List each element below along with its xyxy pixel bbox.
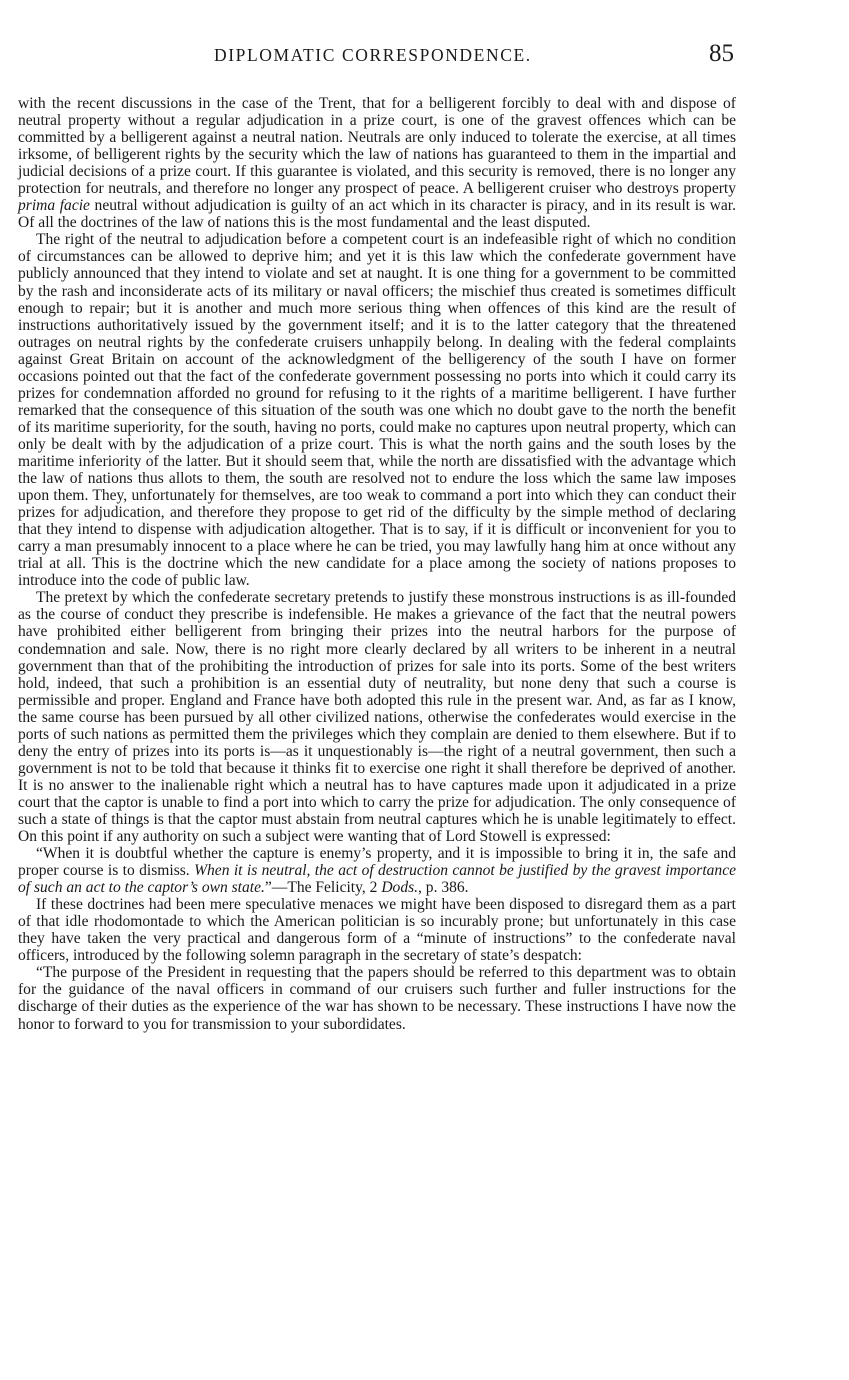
- page-number: 85: [709, 40, 734, 67]
- paragraph-text: “The purpose of the President in requesting that the papers should be referred to this department was to obtain for the guidance of the naval officers in command of our cruisers such further and fuller instructions for the discharge of their duties as the experience of the war has shown to be necessary. These instructions I have now the honor to forward to you for transmission to your subordidates.: [18, 964, 736, 1033]
- paragraph-stowell-quote: [18, 845, 736, 896]
- body-text: [18, 95, 736, 1033]
- paragraph-text: “When it is doubtful whether the capture is enemy’s property, and it is impossible to bring it in, the safe and proper course is to dismiss.: [18, 845, 736, 880]
- paragraph-text: The right of the neutral to adjudication before a competent court is an indefeasible right of which no condition of circumstances can be allowed to deprive him; and yet it is this law which the confederate government have publicly announced that they intend to violate and set at naught. It is one thing for a government to be committed by the rash and inconsiderate acts of its military or naval officers; the mischief thus created is sometimes difficult enough to repair; but it is another and much more serious thing when offences of this kind are the result of instructions authoritatively issued by the government itself; and it is to the latter category that the threatened outrages on neutral rights by the confederate cruisers unhappily belong. In dealing with the federal complaints against Great Britain on account of the acknowledgment of the belligerency of the south I have on former occasions pointed out that the fact of the confederate government possessing no ports into which it could carry its prizes for condemnation afforded no ground for refusing to it the rights of a maritime belligerent. I have further remarked that the consequence of this situation of the south was one which no doubt gave to the north the benefit of its maritime superiority, for the south, having no ports, could make no captures upon neutral property, which can only be dealt with by the adjudication of a prize court. This is what the north gains and the south loses by the maritime inferiority of the latter. But it should seem that, while the north are dissatisfied with the advantage which the law of nations thus allots to them, the south are resolved not to endure the loss which the same law imposes upon them. They, unfortunately for themselves, are too weak to command a port into which they can conduct their prizes for adjudication, and therefore they propose to get rid of the difficulty by the simple method of declaring that they intend to dispense with adjudication altogether. That is to say, if it is difficult or inconvenient for you to carry a man presumably innocent to a place where he can be tried, you may lawfully hang him at once without any trial at all. This is the doctrine which the new candidate for a place among the society of nations proposes to introduce into the code of public law.: [18, 231, 736, 590]
- paragraph-right-of-neutral: [18, 231, 736, 589]
- paragraph-text-end: , p. 386.: [418, 879, 469, 897]
- paragraph-text: The pretext by which the confederate secretary pretends to justify these monstrous instructions is as ill-founded as the course of conduct they prescribe is indefensible. He makes a grievance of the fact that the neutral powers have prohibited either belligerent from bringing their prizes into the neutral harbors for the purpose of condemnation and sale. Now, there is no right more clearly declared by all writers to be inherent in a neutral government than that of the prohibiting the introduction of prizes for sale into its ports. Some of the best writers hold, indeed, that such a prohibition is an essential duty of neutrality, but none deny that such a course is permissible and proper. England and France have both adopted this rule in the present war. And, as far as I know, the same course has been pursued by all other civilized nations, otherwise the confederates would exercise in the ports of such nations as permitted them the privileges which they complain are denied to them elsewhere. But if to deny the entry of prizes into its ports is—as it unquestionably is—the right of a neutral government, then such a government is not to be told that because it thinks fit to exercise one right it shall therefore be deprived of another. It is no answer to the inalienable right which a neutral has to have captures made upon it adjudicated in a prize court that the captor is unable to find a port into which to carry the prize for adjudication. The only consequence of such a state of things is that the captor must abstain from neutral captures which he is unable legitimately to effect. On this point if any authority on such a subject were wanting that of Lord Stowell is expressed:: [18, 589, 736, 846]
- paragraph-text-after: ”—The Felicity, 2: [264, 879, 382, 897]
- running-head: DIPLOMATIC CORRESPONDENCE.: [214, 45, 532, 65]
- paragraph-trent: [18, 95, 736, 231]
- italic-phrase: prima facie: [18, 197, 90, 215]
- paragraph-speculative-menaces: [18, 896, 736, 964]
- paragraph-president-purpose: [18, 964, 736, 1032]
- paragraph-pretext: [18, 589, 736, 845]
- paragraph-text-after: neutral without adjudication is guilty of an act which in its character is piracy, and in its result is war. Of all the doctrines of the law of nations this is the most fundamental and the least disputed.: [18, 197, 736, 232]
- paragraph-text: with the recent discussions in the case of the Trent, that for a belligerent forcibly to deal with and dispose of neutral property without a regular adjudication in a prize court, is one of the gravest offences which can be committed by a belligerent against a neutral nation. Neutrals are only induced to tolerate the exercise, at all times irksome, of belligerent rights by the security which the law of nations has guaranteed to them in the impartial and judicial decisions of a prize court. If this guarantee is violated, and this security is removed, there is no longer any protection for neutrals, and therefore no longer any prospect of peace. A belligerent cruiser who destroys property: [18, 95, 736, 198]
- paragraph-text: If these doctrines had been mere speculative menaces we might have been disposed to disregard them as a part of that idle rhodomontade to which the American politician is so incurably prone; but unfortunately in this case they have taken the very practical and dangerous form of a “minute of instructions” to the confederate naval officers, introduced by the following solemn paragraph in the secretary of state’s despatch:: [18, 896, 736, 965]
- italic-phrase: When it is neutral, the act of destruction cannot be justified by the gravest importance of such an act to the captor’s own state.: [18, 862, 736, 897]
- case-reference: Dods.: [381, 879, 419, 897]
